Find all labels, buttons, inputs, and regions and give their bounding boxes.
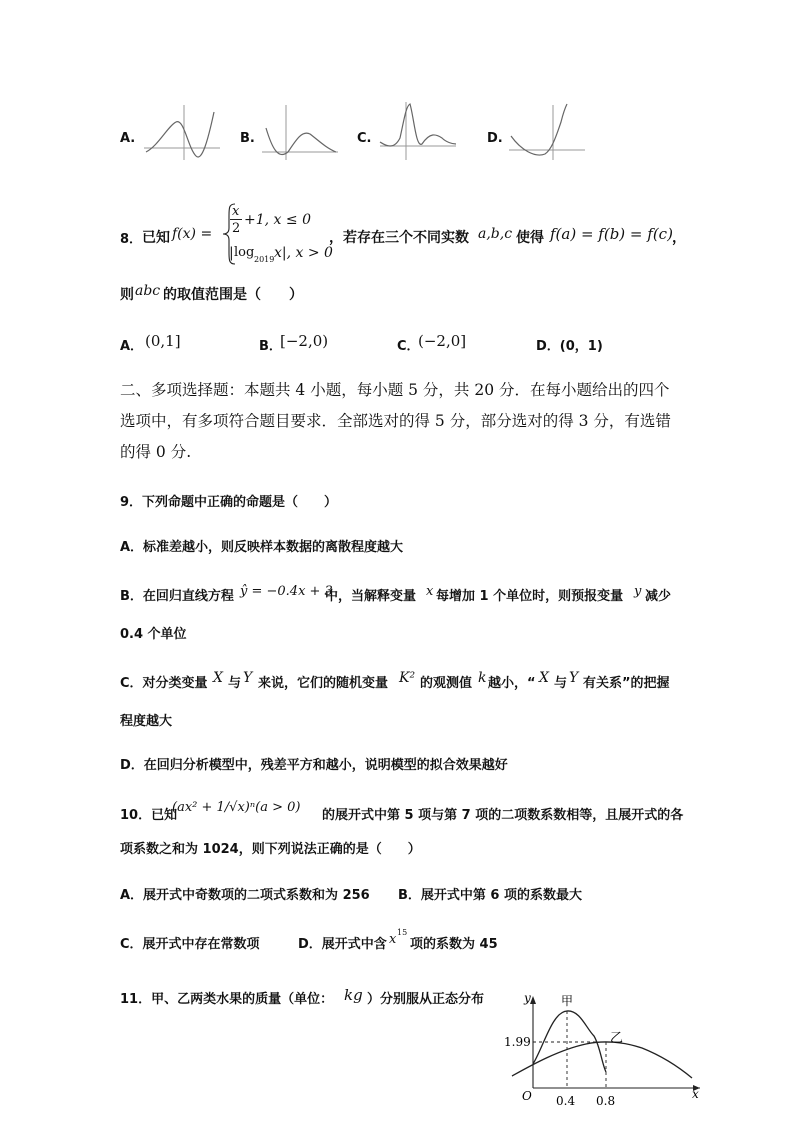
q8-option-b-value: [−2,0) bbox=[280, 332, 329, 350]
q10-option-c: C．展开式中存在常数项 bbox=[120, 937, 260, 952]
q11-prefix: 11．甲、乙两类水果的质量（单位： bbox=[120, 992, 334, 1007]
q8-number: 8． bbox=[120, 232, 143, 247]
q9-option-b-x: x bbox=[426, 584, 434, 599]
q9-option-c-x-2: X bbox=[539, 670, 549, 686]
q8-condition: f(a) = f(b) = f(c) bbox=[550, 225, 673, 243]
q8-case2-log: log bbox=[234, 245, 255, 260]
q8-line2-var: abc bbox=[135, 283, 161, 299]
q8-option-a-value: (0,1] bbox=[145, 332, 181, 350]
q8-line2-prefix: 则 bbox=[120, 287, 134, 303]
section2-line-1: 二、多项选择题：本题共 4 小题，每小题 5 分，共 20 分．在每小题给出的四个 bbox=[120, 381, 670, 399]
q10-expression: (ax² + 1/√x)ⁿ(a > 0) bbox=[172, 800, 301, 815]
q9-option-c-line-2: 程度越大 bbox=[120, 714, 173, 729]
q8-case2-rest: x|, x > 0 bbox=[274, 245, 333, 261]
q10-option-d-prefix: D．展开式中含 bbox=[298, 937, 387, 952]
q9-option-c-end: 有关系”的把握 bbox=[583, 676, 670, 691]
q10-number: 10．已知 bbox=[120, 808, 178, 823]
curve-jia bbox=[533, 1011, 606, 1072]
x-tick-label-1: 0.4 bbox=[556, 1094, 576, 1108]
q8-option-c-value: (−2,0] bbox=[418, 332, 467, 350]
q10-option-d-exponent: 15 bbox=[397, 928, 408, 937]
q8-middle-text: ，若存在三个不同实数 bbox=[329, 230, 469, 246]
q9-option-c-middle: 来说，它们的随机变量 bbox=[258, 676, 389, 691]
q7-option-c-graph bbox=[376, 100, 458, 162]
q9-option-a: A．标准差越小，则反映样本数据的离散程度越大 bbox=[120, 540, 404, 555]
q8-case2-abs-bar: | bbox=[229, 245, 234, 261]
q9-option-c-prefix: C．对分类变量 bbox=[120, 676, 208, 691]
q8-suffix: ， bbox=[672, 230, 686, 246]
q8-option-d: D．(0，1) bbox=[536, 339, 603, 354]
q9-stem: 9．下列命题中正确的命题是（ ） bbox=[120, 495, 338, 510]
section2-line-2: 选项中，有多项符合题目要求．全部选对的得 5 分，部分选对的得 3 分，有选错 bbox=[120, 412, 671, 430]
q9-option-b-line-2: 0.4 个单位 bbox=[120, 627, 187, 642]
q7-option-d-graph bbox=[505, 100, 587, 162]
y-label: y bbox=[524, 991, 531, 1005]
q7-option-b-graph bbox=[258, 100, 340, 162]
q8-option-b-label: B． bbox=[259, 339, 282, 354]
q9-option-c-and-2: 与 bbox=[554, 676, 568, 691]
yi-label: 乙 bbox=[610, 1031, 624, 1046]
q9-option-c-x: X bbox=[213, 670, 223, 686]
q8-line2-suffix: 的取值范围是（ ） bbox=[163, 287, 303, 303]
q7-option-a-label: A. bbox=[120, 131, 136, 146]
q10-stem-rest: 的展开式中第 5 项与第 7 项的二项数系数相等，且展开式的各 bbox=[322, 808, 684, 823]
y-axis-arrow-icon bbox=[530, 996, 536, 1004]
q9-option-b-end: 减少 bbox=[645, 589, 672, 604]
q9-option-c-k: K² bbox=[399, 670, 416, 686]
q8-function-name: f(x) = bbox=[172, 226, 213, 242]
q9-option-b-prefix: B．在回归直线方程 bbox=[120, 589, 234, 604]
q10-option-a: A．展开式中奇数项的二项式系数和为 256 bbox=[120, 888, 370, 903]
q8-case1-denominator: 2 bbox=[232, 221, 241, 236]
x-tick-label-2: 0.8 bbox=[596, 1094, 616, 1108]
q9-option-b-y: y bbox=[634, 584, 642, 599]
q7-option-c-label: C. bbox=[357, 131, 372, 146]
jia-label: 甲 bbox=[561, 994, 574, 1008]
q11-suffix: ）分别服从正态分布 bbox=[367, 992, 485, 1007]
q9-option-c-kv: k bbox=[478, 670, 487, 686]
q11-unit: kg bbox=[344, 986, 363, 1004]
q9-option-c-and: 与 bbox=[228, 676, 242, 691]
q10-option-d-x: x bbox=[389, 932, 397, 947]
q10-line-2: 项系数之和为 1024，则下列说法正确的是（ ） bbox=[120, 842, 421, 857]
q7-option-b-label: B. bbox=[240, 131, 255, 146]
q8-fraction-bar bbox=[230, 219, 242, 220]
origin-label: O bbox=[522, 1089, 532, 1103]
q8-prefix: 已知 bbox=[142, 230, 170, 246]
q8-case1-rest: +1, x ≤ 0 bbox=[244, 212, 311, 228]
q8-case2-base: 2019 bbox=[254, 255, 275, 264]
section2-line-3: 的得 0 分. bbox=[120, 443, 192, 461]
q9-option-d: D．在回归分析模型中，残差平方和越小，说明模型的拟合效果越好 bbox=[120, 758, 508, 773]
q8-option-c-label: C． bbox=[397, 339, 420, 354]
q9-option-c-y: Y bbox=[243, 670, 253, 686]
q9-option-b-equation: ŷ = −0.4x + 3 bbox=[240, 584, 333, 599]
q8-middle-text-2: 使得 bbox=[516, 230, 544, 246]
q9-option-c-y-2: Y bbox=[569, 670, 579, 686]
q9-option-c-middle-3: 越小，“ bbox=[488, 676, 536, 691]
y-tick-label: 1.99 bbox=[504, 1035, 531, 1049]
q7-option-a-graph bbox=[140, 100, 222, 162]
x-label: x bbox=[692, 1087, 699, 1101]
normal-distribution-figure bbox=[500, 990, 710, 1120]
q9-option-c-middle-2: 的观测值 bbox=[420, 676, 473, 691]
q10-option-b: B．展开式中第 6 项的系数最大 bbox=[398, 888, 583, 903]
q9-option-b-middle-2: 每增加 1 个单位时，则预报变量 bbox=[436, 589, 624, 604]
q7-option-d-label: D. bbox=[487, 131, 503, 146]
q8-vars: a,b,c bbox=[478, 226, 513, 242]
q10-option-d-end: 项的系数为 45 bbox=[410, 937, 498, 952]
q8-case1-numerator: x bbox=[232, 204, 240, 219]
q8-option-a-label: A． bbox=[120, 339, 144, 354]
q9-option-b-middle: 中，当解释变量 bbox=[325, 589, 417, 604]
